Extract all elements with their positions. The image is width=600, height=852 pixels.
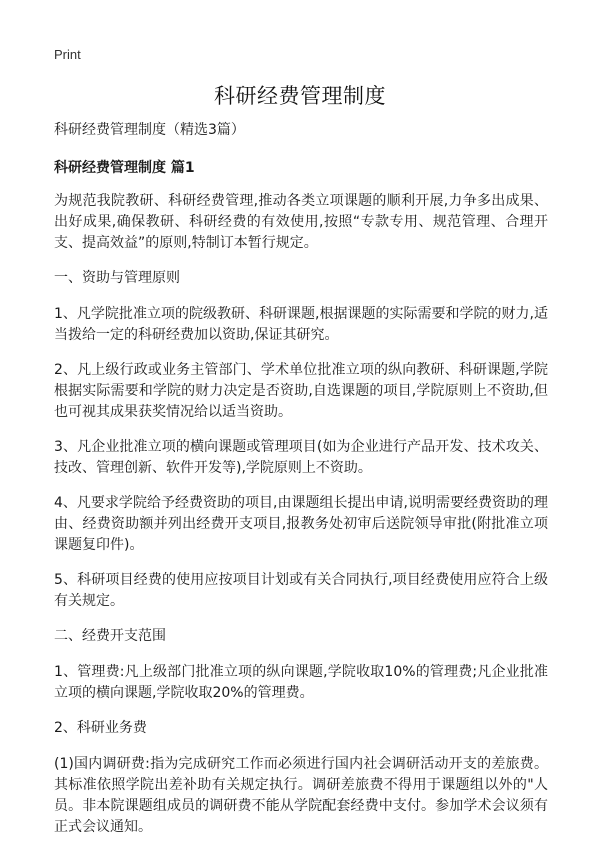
- intro-paragraph: 为规范我院教研、科研经费管理,推动各类立项课题的顺利开展,力争多出成果、出好成果,确保教研、科研经费的有效使用,按照“专款专用、规范管理、合理开支、提高效益”的原则,特制订本暂行规定。: [54, 193, 548, 251]
- part1-heading: 一、资助与管理原则: [54, 270, 180, 286]
- part2-item-2-heading: 2、科研业务费: [54, 720, 147, 736]
- document-title: 科研经费管理制度: [214, 84, 386, 108]
- part2-item-1: 1、管理费:凡上级部门批准立项的纵向课题,学院收取10%的管理费;凡企业批准立项的横向课题,学院收取20%的管理费。: [54, 664, 548, 701]
- document-subtitle: 科研经费管理制度（精选3篇）: [54, 122, 245, 138]
- document-body: [54, 120, 548, 852]
- part1-item-1: 1、凡学院批准立项的院级教研、科研课题,根据课题的实际需要和学院的财力,适当拨给一定的科研经费加以资助,保证其研究。: [54, 306, 548, 343]
- part1-item-2: 2、凡上级行政或业务主管部门、学术单位批准立项的纵向教研、科研课题,学院根据实际需要和学院的财力决定是否资助,自选课题的项目,学院原则上不资助,但也可视其成果获奖情况给以适当资助。: [54, 362, 548, 420]
- part2-item-2-text: (1)国内调研费:指为完成研究工作而必须进行国内社会调研活动开支的差旅费。其标准依照学院出差补助有关规定执行。调研差旅费不得用于课题组以外的"人员。非本院课题组成员的调研费不能从学院配套经费中支付。参加学术会议须有正式会议通知。: [54, 756, 548, 835]
- part1-item-4: 4、凡要求学院给予经费资助的项目,由课题组长提出申请,说明需要经费资助的理由、经费资助额并列出经费开支项目,报教务处初审后送院领导审批(附批准立项课题复印件)。: [54, 495, 548, 553]
- part1-item-5: 5、科研项目经费的使用应按项目计划或有关合同执行,项目经费使用应符合上级有关规定。: [54, 572, 548, 609]
- section-heading: 科研经费管理制度 篇1: [54, 160, 195, 176]
- part1-item-3: 3、凡企业批准立项的横向课题或管理项目(如为企业进行产品开发、技术攻关、技改、管理创新、软件开发等),学院原则上不资助。: [54, 439, 548, 476]
- part2-heading: 二、经费开支范围: [54, 628, 166, 644]
- print-label: Print: [54, 47, 81, 62]
